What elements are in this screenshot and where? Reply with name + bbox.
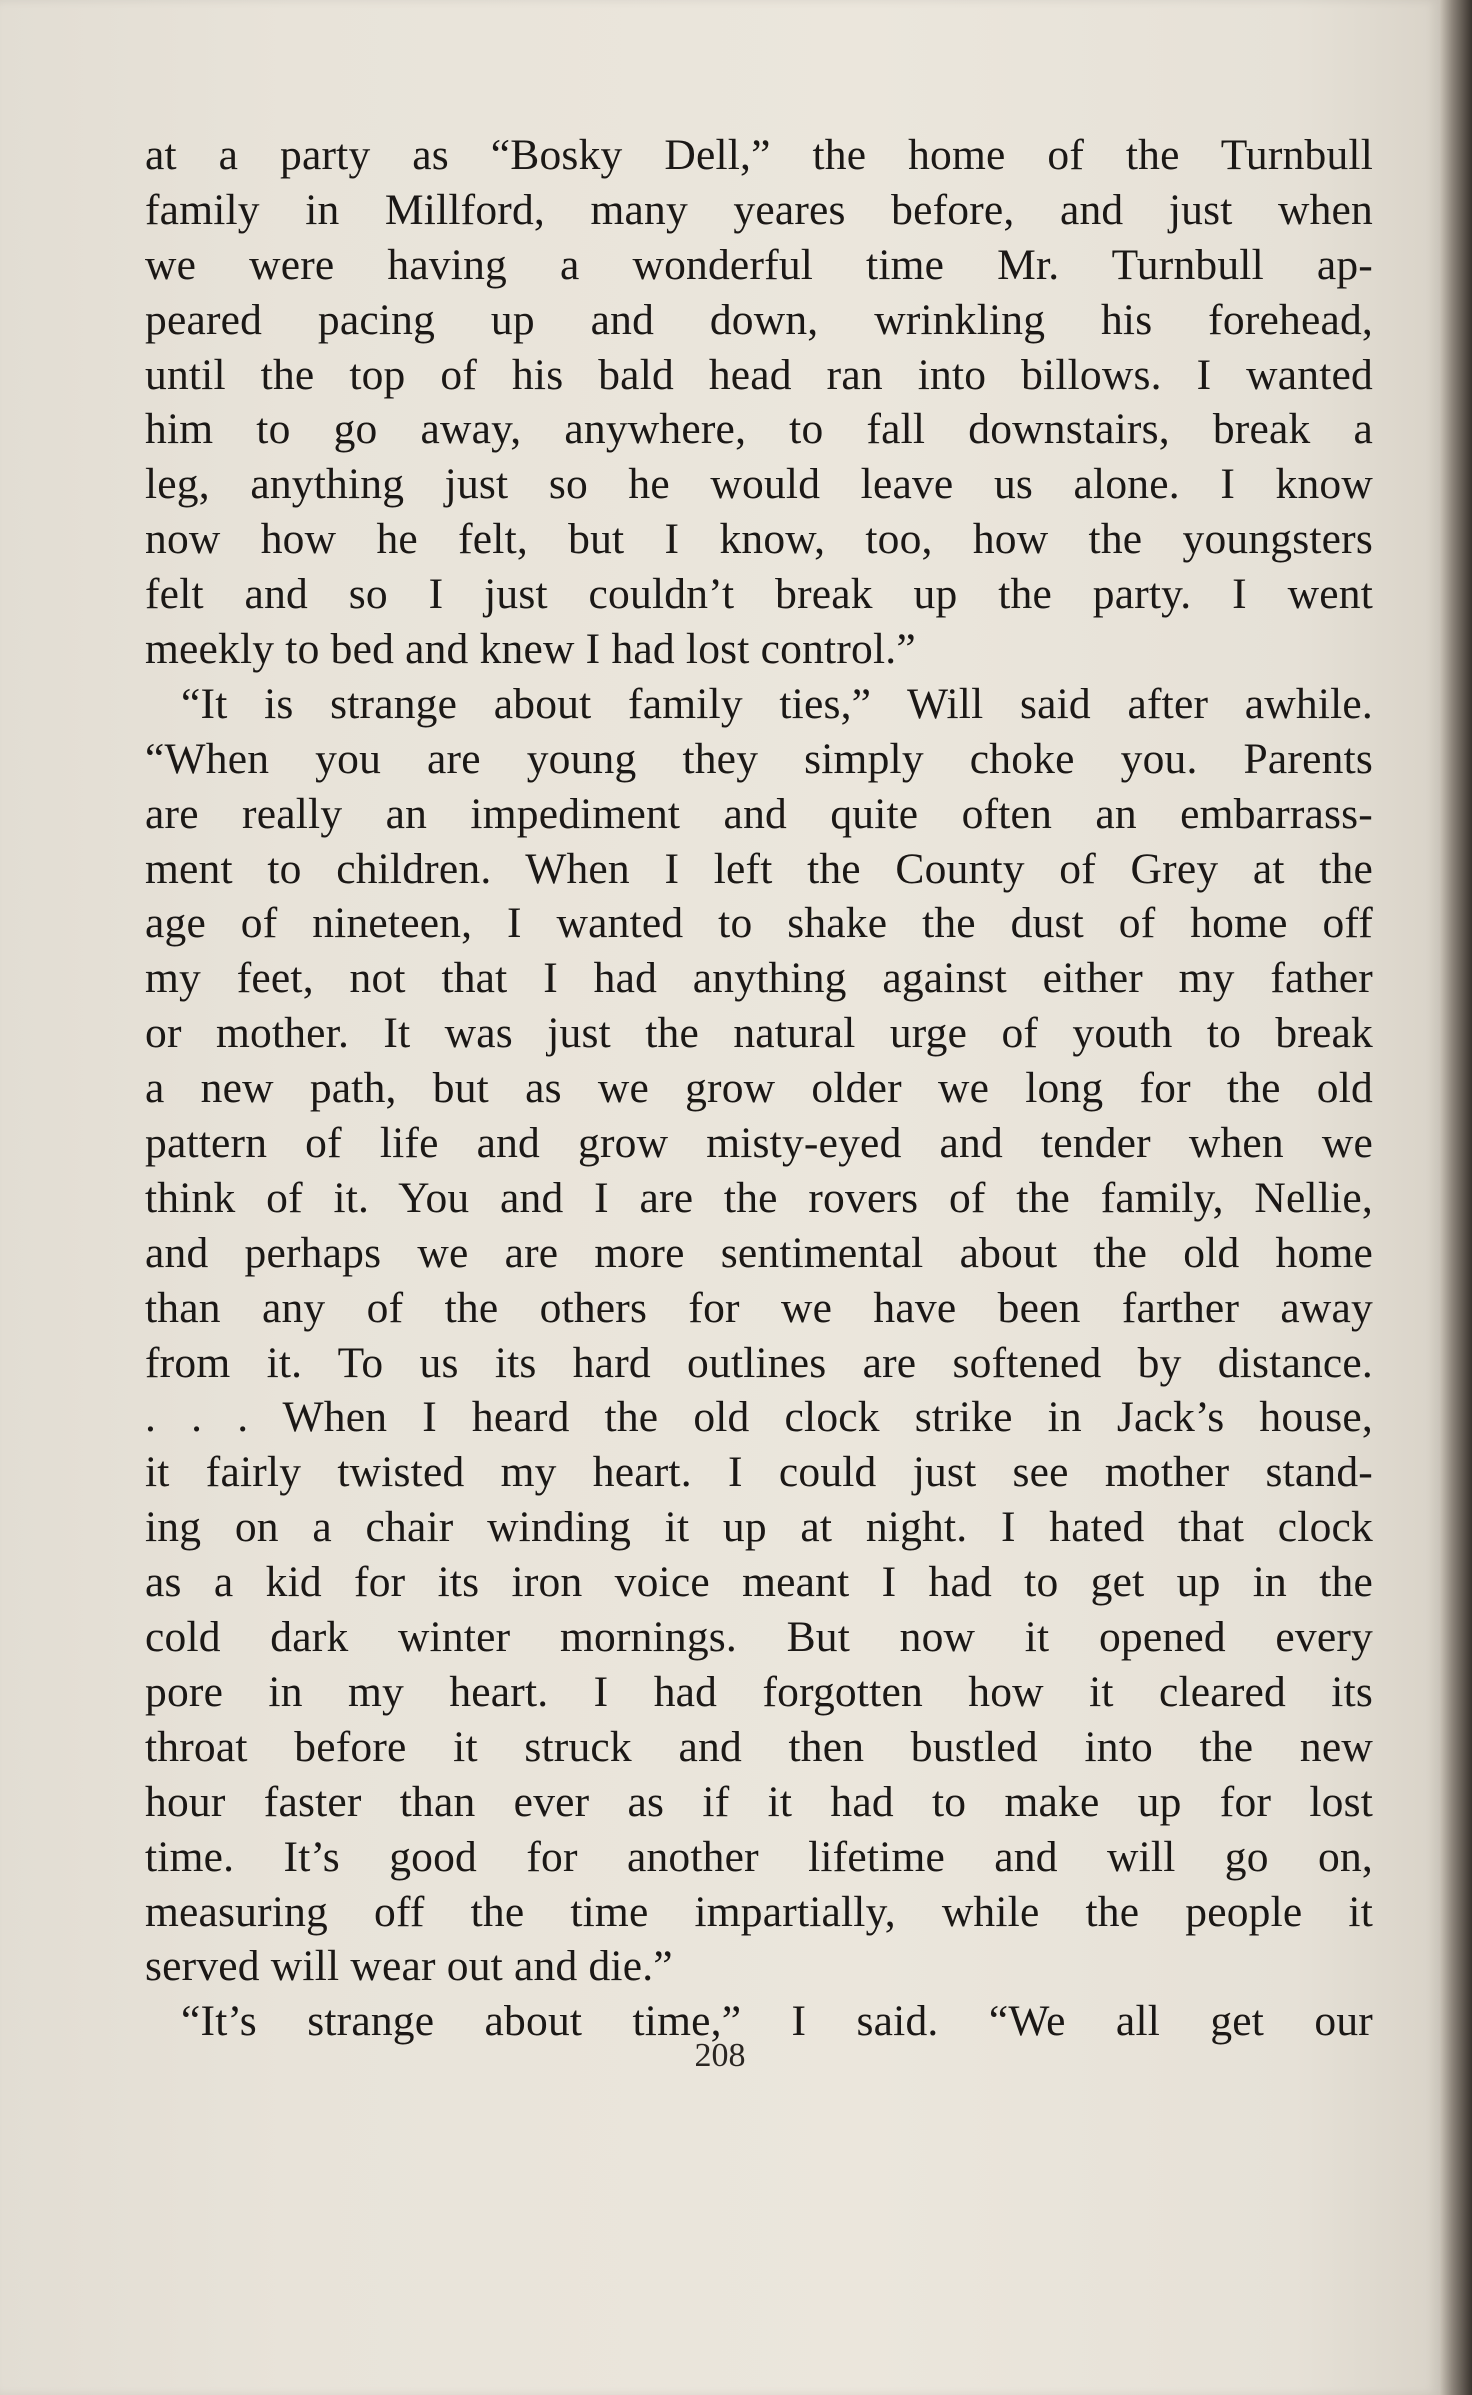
- text-line: family in Millford, many yeares before, and just when: [145, 185, 1373, 234]
- text-line: hour faster than ever as if it had to make up for lost: [145, 1777, 1373, 1826]
- text-line: as a kid for its iron voice meant I had to get up in the: [145, 1558, 1373, 1607]
- text-line: my feet, not that I had anything against either my father: [145, 954, 1373, 1003]
- text-line: him to go away, anywhere, to fall downstairs, break a: [145, 405, 1373, 454]
- text-line: throat before it struck and then bustled into the new: [145, 1722, 1373, 1771]
- text-line: “It is strange about family ties,” Will said after awhile.: [181, 679, 1373, 728]
- text-line: until the top of his bald head ran into billows. I wanted: [145, 350, 1373, 399]
- text-line: “It’s strange about time,” I said. “We all get our: [181, 1997, 1373, 2046]
- text-line: time. It’s good for another lifetime and will go on,: [145, 1832, 1373, 1881]
- text-line: ment to children. When I left the County of Grey at the: [145, 844, 1373, 893]
- text-line: peared pacing up and down, wrinkling his forehead,: [145, 295, 1373, 344]
- text-line: and perhaps we are more sentimental about the old home: [145, 1228, 1373, 1277]
- text-line: pore in my heart. I had forgotten how it cleared its: [145, 1667, 1373, 1716]
- text-line: a new path, but as we grow older we long for the old: [145, 1064, 1373, 1113]
- page-edge: [1440, 0, 1472, 2395]
- text-line: “When you are young they simply choke you. Parents: [145, 734, 1373, 783]
- text-line: at a party as “Bosky Dell,” the home of the Turnbull: [145, 131, 1373, 179]
- text-line: felt and so I just couldn’t break up the party. I went: [145, 570, 1373, 619]
- text-line: are really an impediment and quite often an embarrass-: [145, 789, 1373, 838]
- text-line: than any of the others for we have been farther away: [145, 1283, 1373, 1332]
- text-line: served will wear out and die.”: [145, 1942, 673, 1991]
- page-number: 208: [694, 2037, 746, 2074]
- text-line: from it. To us its hard outlines are softened by distance.: [145, 1338, 1373, 1387]
- text-line: or mother. It was just the natural urge of youth to break: [145, 1009, 1373, 1058]
- text-line: we were having a wonderful time Mr. Turnbull ap-: [145, 240, 1373, 289]
- text-line: cold dark winter mornings. But now it opened every: [145, 1613, 1373, 1662]
- text-line: think of it. You and I are the rovers of the family, Nellie,: [145, 1173, 1373, 1222]
- text-line: age of nineteen, I wanted to shake the dust of home off: [145, 899, 1373, 948]
- text-line: now how he felt, but I know, too, how the youngsters: [145, 515, 1373, 564]
- text-line: measuring off the time impartially, while the people it: [145, 1887, 1373, 1936]
- text-line: it fairly twisted my heart. I could just see mother stand-: [145, 1448, 1373, 1497]
- text-line: pattern of life and grow misty-eyed and tender when we: [145, 1119, 1373, 1168]
- text-line: ing on a chair winding it up at night. I hated that clock: [145, 1503, 1373, 1552]
- text-line: . . . When I heard the old clock strike in Jack’s house,: [145, 1393, 1373, 1442]
- text-line: leg, anything just so he would leave us alone. I know: [145, 460, 1373, 509]
- body-text: [145, 128, 1373, 2049]
- text-line: meekly to bed and knew I had lost control.”: [145, 625, 916, 674]
